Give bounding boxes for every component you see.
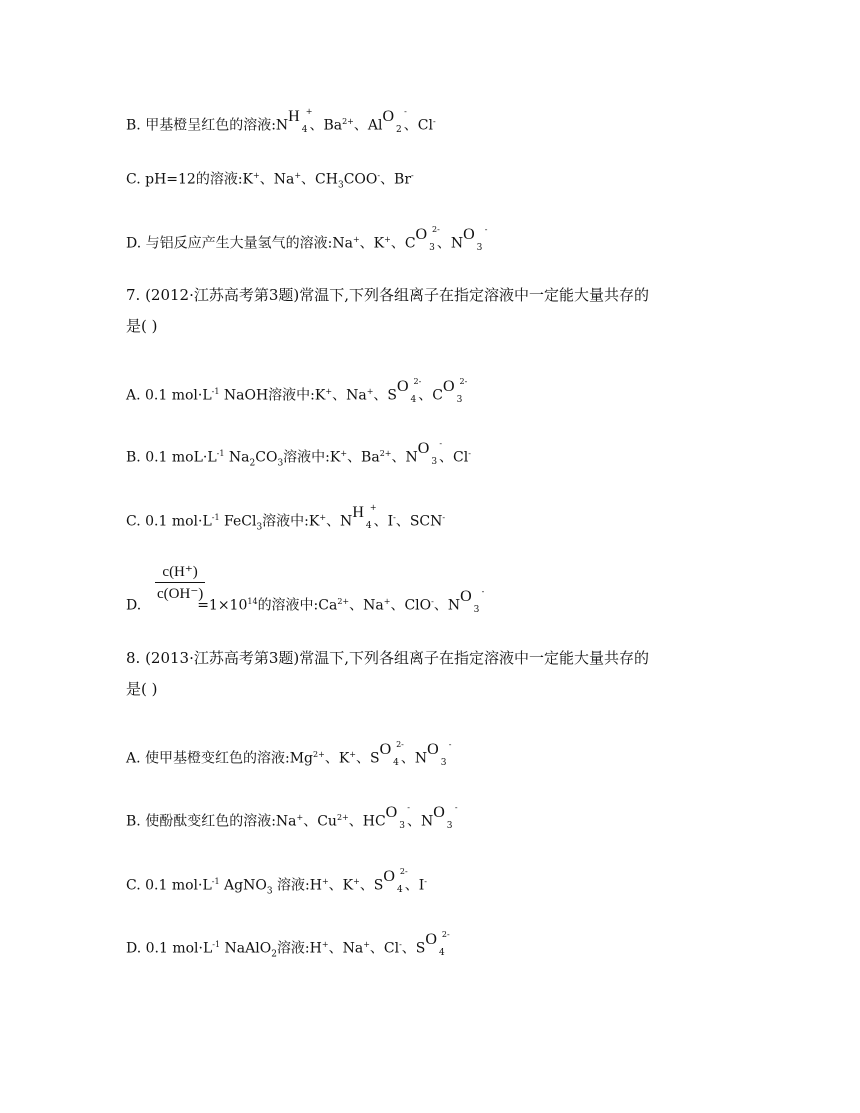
ion-charge: - [481,586,485,596]
text: D. 与铝反应产生大量氢气的溶液:Na [126,235,353,252]
option-b-line-1 [126,106,436,138]
ion-so4 [383,866,408,898]
text: NaOH溶液中:K [219,387,326,404]
ion-charge: 2- [399,866,408,876]
text: Na [224,449,250,466]
subscript: 3 [266,886,273,897]
ion-charge: + [305,106,313,116]
text: 、Cu [303,813,337,830]
superscript: + [294,171,302,180]
ion-symbol: O [443,377,455,395]
text: 、Ba [309,117,343,134]
text: 、Na [259,171,295,188]
text: 溶液:H [276,940,322,957]
text: 的溶液中:Ca [257,597,338,614]
superscript: - [393,513,396,522]
text: 、N [400,750,428,767]
ion-index: 3 [456,394,463,405]
superscript: -1 [211,387,220,396]
text: 、Na [328,940,364,957]
text: A. 使甲基橙变红色的溶液:Mg [126,750,314,767]
ion-symbol: O [396,377,409,395]
text: 、N [406,813,434,830]
ion-so4 [425,929,450,961]
superscript: + [363,940,370,949]
ion-charge: 2- [432,224,440,234]
ion-symbol: O [385,803,398,821]
ion-index: 3 [446,820,453,831]
subscript: 3 [337,180,344,191]
question-7-stem: 7. (2012·江苏高考第3题)常温下,下列各组离子在指定溶液中一定能大量共存的 [126,286,650,304]
text: 、N [391,449,418,466]
superscript: + [321,877,329,886]
text: 、N [326,513,353,530]
superscript: + [319,513,327,522]
superscript: - [399,940,402,949]
subscript: 3 [277,458,284,469]
text: C. 0.1 mol·L [126,513,212,530]
option-d-line-1 [126,224,488,256]
text: B. 甲基橙呈红色的溶液:N [126,117,289,134]
subscript: 2 [249,458,256,469]
text: 、N [436,235,464,252]
ion-symbol: O [379,740,392,758]
superscript: + [366,387,374,396]
q7-option-b [126,438,471,473]
superscript: - [442,513,446,522]
superscript: 2+ [342,117,354,126]
ion-symbol: H [352,503,364,521]
superscript: + [253,171,260,180]
text: 、C [390,235,416,252]
superscript: - [432,117,436,126]
text: 、HC [348,813,386,830]
ion-symbol: O [460,587,472,605]
text: 、S [373,387,397,404]
text: 、I [373,513,394,530]
ion-index: 3 [429,242,435,253]
text: C. 0.1 mol·L [126,877,212,894]
ion-charge: + [369,502,377,512]
superscript: + [321,940,329,949]
ion-no3 [463,224,488,256]
text: 、K [328,877,354,894]
text: 、Cl [369,940,400,957]
text: B. 0.1 moL·L [126,449,217,466]
ion-nh4 [352,502,377,534]
ion-index: 4 [410,394,417,405]
ion-symbol: O [463,225,475,243]
text: 、SCN [395,513,443,530]
ion-charge: - [439,438,443,448]
ion-co3 [415,224,440,256]
text: 、Ba [347,449,380,466]
ion-index: 3 [431,456,438,467]
superscript: + [349,750,356,759]
q8-option-a [126,739,452,771]
ion-no3 [427,739,452,771]
ion-symbol: O [425,930,437,948]
superscript: - [411,171,414,180]
text: 溶液中:K [283,449,341,466]
text: 、Al [353,117,383,134]
text: 、K [324,750,350,767]
ion-charge: 2- [396,739,404,749]
superscript: + [384,235,391,244]
text: 、K [359,235,385,252]
q8-option-c [126,866,427,901]
option-c-line-1 [126,166,414,195]
ion-co3 [443,376,468,408]
subscript: 2 [271,949,277,960]
option-label: D. [126,597,142,614]
superscript: 2+ [336,813,349,822]
ion-index: 4 [393,757,399,768]
text: 、ClO [390,597,432,614]
ion-nh4 [288,106,313,138]
superscript: 2+ [337,597,350,606]
text: 溶液:H [272,877,322,894]
text: 、Na [349,597,384,614]
text: 、Na [332,387,367,404]
ion-no3 [417,438,443,470]
ion-index: 4 [365,520,372,531]
text: 、S [401,940,426,957]
text: CO [255,449,278,466]
superscript: - [431,597,434,606]
text: 、CH [301,171,338,188]
ion-no3 [460,586,485,618]
text: D. 0.1 mol·L [126,940,213,957]
text: B. 使酚酞变红色的溶液:Na [126,813,297,830]
ion-charge: - [404,106,407,116]
ion-charge: 2- [413,376,422,386]
text: 、N [433,597,461,614]
text: A. 0.1 mol·L [126,387,212,404]
superscript: - [377,171,381,180]
ion-hco3 [385,802,410,834]
ion-index: 3 [440,757,447,768]
ion-charge: - [484,224,488,234]
ion-no3 [433,802,458,834]
fraction-bar [155,582,205,583]
ion-charge: 2- [459,376,468,386]
question-8-stem-cont: 是( ) [126,680,158,698]
ion-index: 3 [476,242,483,253]
fraction-numerator: c(H⁺) [162,564,198,580]
ion-symbol: O [433,803,445,821]
ion-index: 2 [396,124,402,135]
ion-charge: - [407,802,410,812]
text: 、S [356,750,380,767]
question-7-stem-cont: 是( ) [126,317,158,335]
superscript: + [296,813,304,822]
q7-option-c [126,502,446,537]
ion-symbol: O [427,740,439,758]
text: NaAlO [220,940,272,957]
ion-symbol: O [383,867,395,885]
text: C. pH=12的溶液:K [126,171,254,188]
text: 、Cl [439,449,469,466]
question-8-stem: 8. (2013·江苏高考第3题)常温下,下列各组离子在指定溶液中一定能大量共存的 [126,649,650,667]
ion-alo2 [382,106,407,138]
ion-so4 [396,376,422,408]
fraction-denominator: c(OH⁻) [157,586,204,602]
text: AgNO [219,877,267,894]
superscript: 14 [247,597,258,606]
text: 、S [359,877,384,894]
q7-option-a [126,376,468,408]
superscript: -1 [216,449,225,458]
q8-option-d [126,929,450,964]
ion-symbol: O [382,107,395,125]
q8-option-b [126,802,458,834]
text: =1×10 [197,597,248,614]
ion-charge: - [454,802,458,812]
text: 溶液中:K [262,513,320,530]
text: FeCl [219,513,257,530]
ion-index: 4 [396,884,403,895]
superscript: 2+ [379,449,392,458]
ion-symbol: O [415,225,428,243]
ion-so4 [379,739,404,771]
text: COO [343,171,378,188]
superscript: - [468,449,471,458]
superscript: + [325,387,333,396]
text: 、C [418,387,443,404]
q7-option-d [126,586,485,618]
superscript: -1 [211,513,220,522]
ion-index: 3 [473,604,480,615]
text: 、Cl [403,117,433,134]
ion-index: 3 [399,820,405,831]
superscript: -1 [211,877,220,886]
ion-index: 4 [301,124,308,135]
ion-index: 4 [438,947,445,958]
superscript: 2+ [313,750,325,759]
text: 、I [404,877,425,894]
ion-symbol: H [288,107,300,125]
superscript: - [424,877,427,886]
ion-symbol: O [417,439,430,457]
superscript: + [340,449,348,458]
text: 、Br [380,171,412,188]
superscript: + [353,877,360,886]
subscript: 3 [256,522,263,533]
ion-charge: - [448,739,452,749]
ion-charge: 2- [441,929,450,939]
superscript: + [383,597,391,606]
superscript: + [352,235,360,244]
superscript: -1 [212,940,221,949]
